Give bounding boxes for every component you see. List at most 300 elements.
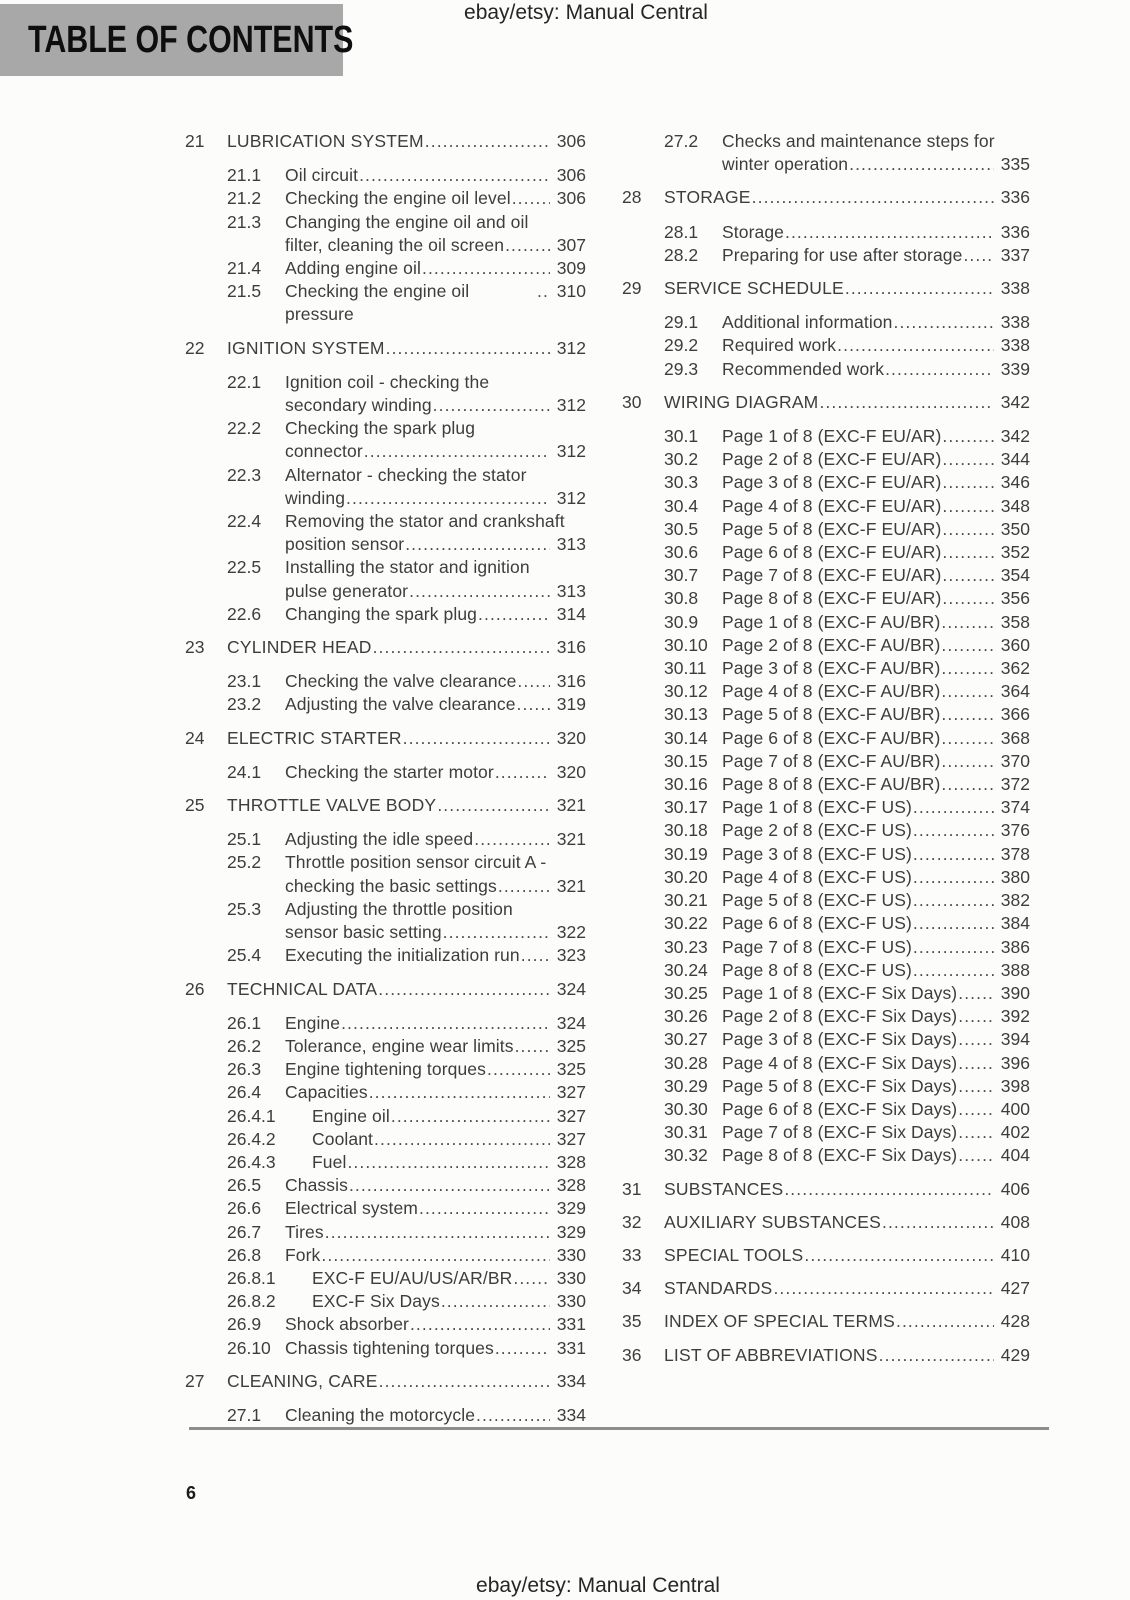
toc-section-title: CLEANING, CARE	[227, 1370, 378, 1391]
leader-dots	[912, 936, 994, 959]
toc-entry-number: 30.23	[664, 936, 708, 957]
toc-entry-title-line: Alternator - checking the stator	[285, 464, 527, 485]
toc-entry-title: Checking the valve clearance	[285, 671, 517, 692]
toc-entry	[185, 464, 586, 510]
toc-entry-last-line	[312, 1290, 586, 1313]
toc-section-group	[622, 1310, 1030, 1333]
toc-entry-number: 30.13	[664, 704, 708, 725]
toc-page-number: 306	[556, 131, 586, 151]
toc-entry	[185, 257, 586, 280]
toc-entry-body	[285, 371, 586, 417]
leader-dots	[818, 391, 994, 414]
toc-entry	[622, 750, 1030, 773]
toc-entry-title: Page 5 of 8 (EXC-F US)	[722, 890, 912, 911]
toc-entry-number: 30.29	[664, 1075, 708, 1096]
toc-entry-title: winter operation	[722, 154, 849, 175]
toc-entry-title: winding	[285, 487, 346, 508]
toc-entry-body	[722, 334, 1030, 357]
toc-entry-title: Adjusting the idle speed	[285, 829, 474, 850]
toc-entry-last-line	[722, 1052, 1030, 1075]
leader-dots	[348, 1174, 550, 1197]
toc-section-group	[622, 1178, 1030, 1201]
table-of-contents	[185, 130, 1030, 1427]
leader-dots	[494, 761, 550, 784]
toc-entry-number: 26.8.1	[227, 1267, 276, 1288]
toc-entry-body	[312, 1290, 586, 1313]
toc-entry-list	[185, 164, 586, 326]
toc-entry-title: checking the basic settings	[285, 875, 497, 896]
toc-entry-last-line	[722, 1121, 1030, 1144]
toc-entry-number: 26.6	[227, 1198, 262, 1219]
toc-entry-title-line: Throttle position sensor circuit A -	[285, 852, 547, 873]
toc-entry-number: 23.2	[227, 694, 262, 715]
leader-dots	[440, 1290, 550, 1313]
toc-page-number: 354	[1000, 565, 1030, 586]
leader-dots	[340, 1012, 550, 1035]
toc-entry-number: 30.26	[664, 1006, 708, 1027]
toc-entry-title: Chassis	[285, 1175, 348, 1196]
toc-page-number: 402	[1000, 1122, 1030, 1143]
toc-entry	[185, 851, 586, 897]
toc-page-number: 319	[556, 694, 586, 715]
toc-page-number: 410	[1000, 1244, 1030, 1265]
toc-entry-number: 30.8	[664, 588, 699, 609]
toc-entry-title: Page 7 of 8 (EXC-F AU/BR)	[722, 750, 941, 771]
toc-entry-list	[185, 1012, 586, 1360]
leader-dots	[385, 337, 550, 360]
leader-dots	[957, 1121, 994, 1144]
toc-entry-body	[722, 727, 1030, 750]
toc-entry-last-line	[285, 670, 586, 693]
toc-entry-body	[722, 1098, 1030, 1121]
document-footer-title: ebay/etsy: Manual Central	[476, 1574, 720, 1597]
leader-dots	[345, 487, 550, 510]
leader-dots	[941, 564, 994, 587]
toc-entry-number: 26.4	[227, 1082, 262, 1103]
toc-section-group	[622, 277, 1030, 381]
toc-entry	[185, 1105, 586, 1128]
toc-entry	[622, 244, 1030, 267]
toc-entry-title: Page 5 of 8 (EXC-F AU/BR)	[722, 704, 941, 725]
toc-entry-title: Page 5 of 8 (EXC-F Six Days)	[722, 1075, 958, 1096]
toc-entry-body	[722, 495, 1030, 518]
toc-entry	[622, 495, 1030, 518]
toc-entry-number: 30.3	[664, 472, 699, 493]
toc-entry	[185, 417, 586, 463]
toc-page-number: 327	[556, 1105, 586, 1126]
toc-entry-body	[722, 244, 1030, 267]
toc-page-number: 309	[556, 258, 586, 279]
toc-entry-title: Page 8 of 8 (EXC-F EU/AR)	[722, 588, 942, 609]
toc-entry-number: 28.1	[664, 221, 699, 242]
leader-dots	[893, 311, 995, 334]
toc-entry-last-line	[722, 1005, 1030, 1028]
toc-entry-title: Page 8 of 8 (EXC-F US)	[722, 959, 912, 980]
toc-entry-last-line	[285, 1081, 586, 1104]
toc-page-number: 329	[556, 1221, 586, 1242]
toc-page-number: 394	[1000, 1029, 1030, 1050]
toc-entry	[622, 680, 1030, 703]
toc-page-number: 408	[1000, 1211, 1030, 1232]
toc-entry-title: Page 1 of 8 (EXC-F AU/BR)	[722, 611, 941, 632]
leader-dots	[511, 187, 550, 210]
toc-entry-title: Electrical system	[285, 1198, 418, 1219]
toc-entry-title: Shock absorber	[285, 1314, 409, 1335]
toc-entry-body	[722, 541, 1030, 564]
toc-page-number: 427	[1000, 1278, 1030, 1299]
toc-entry	[622, 425, 1030, 448]
toc-entry-number: 21.2	[227, 188, 262, 209]
toc-section-row	[185, 794, 586, 817]
leader-dots	[421, 257, 550, 280]
toc-entry	[622, 634, 1030, 657]
toc-page-number: 346	[1000, 472, 1030, 493]
toc-section-group	[622, 1277, 1030, 1300]
toc-entry-title: Page 1 of 8 (EXC-F EU/AR)	[722, 426, 942, 447]
toc-entry-last-line	[312, 1267, 586, 1290]
toc-page-number: 321	[556, 829, 586, 850]
toc-entry-body	[285, 257, 586, 280]
toc-entry-last-line	[722, 541, 1030, 564]
toc-entry	[185, 670, 586, 693]
toc-page-number: 364	[1000, 681, 1030, 702]
toc-entry-body	[285, 898, 586, 944]
toc-page-number: 390	[1000, 982, 1030, 1003]
toc-entry-title-line: Installing the stator and ignition	[285, 557, 530, 578]
toc-entry-number: 22.4	[227, 511, 262, 532]
toc-entry-number: 30.25	[664, 982, 708, 1003]
toc-page-number: 350	[1000, 518, 1030, 539]
toc-entry-title: Page 3 of 8 (EXC-F EU/AR)	[722, 472, 942, 493]
toc-entry-title: Executing the initialization run	[285, 945, 520, 966]
toc-entry-title: Fuel	[312, 1151, 347, 1172]
toc-page-number: 352	[1000, 542, 1030, 563]
toc-page-number: 380	[1000, 866, 1030, 887]
toc-entry-title: secondary winding	[285, 395, 432, 416]
toc-page-number: 325	[556, 1059, 586, 1080]
toc-entry-number: 26.10	[227, 1337, 271, 1358]
toc-entry-title: Engine oil	[312, 1105, 390, 1126]
leader-dots	[368, 1081, 550, 1104]
toc-entry-number: 30.31	[664, 1122, 708, 1143]
toc-page-number: 342	[1000, 426, 1030, 447]
toc-entry-last-line	[285, 164, 586, 187]
leader-dots	[940, 611, 994, 634]
toc-entry-number: 30.16	[664, 774, 708, 795]
toc-entry-title-line: Changing the engine oil and oil	[285, 211, 529, 232]
toc-entry-title: filter, cleaning the oil screen	[285, 234, 505, 255]
toc-section-title: INDEX OF SPECIAL TERMS	[664, 1311, 895, 1332]
toc-entry-last-line	[722, 495, 1030, 518]
toc-entry-last-line	[285, 603, 586, 626]
toc-entry-last-line	[722, 1075, 1030, 1098]
toc-entry-list	[185, 670, 586, 716]
toc-entry-number: 30.11	[664, 658, 707, 679]
toc-page-number: 382	[1000, 890, 1030, 911]
toc-entry-title: Changing the spark plug	[285, 603, 478, 624]
toc-entry-title: Page 1 of 8 (EXC-F US)	[722, 797, 912, 818]
leader-dots	[940, 680, 994, 703]
toc-section-row	[622, 186, 1030, 209]
leader-dots	[941, 425, 994, 448]
toc-entry-body	[722, 611, 1030, 634]
toc-entry-last-line	[722, 587, 1030, 610]
toc-page-number: 368	[1000, 727, 1030, 748]
toc-section-number: 30	[622, 391, 642, 412]
toc-entry-title: Recommended work	[722, 358, 885, 379]
toc-entry-title: Storage	[722, 221, 784, 242]
toc-section-title: TECHNICAL DATA	[227, 978, 378, 999]
toc-entry-last-line	[722, 334, 1030, 357]
toc-entry-title: Tires	[285, 1221, 324, 1242]
toc-page-number: 344	[1000, 449, 1030, 470]
toc-entry-title: Page 6 of 8 (EXC-F Six Days)	[722, 1098, 958, 1119]
toc-entry-title: Page 8 of 8 (EXC-F Six Days)	[722, 1145, 958, 1166]
toc-section-number: 31	[622, 1178, 642, 1199]
toc-entry-last-line	[285, 187, 586, 210]
toc-entry-title: Page 4 of 8 (EXC-F AU/BR)	[722, 681, 941, 702]
toc-entry	[622, 1144, 1030, 1167]
toc-section-title: SERVICE SCHEDULE	[664, 278, 844, 299]
leader-dots	[486, 1058, 550, 1081]
toc-page-number: 331	[556, 1314, 586, 1335]
toc-entry-body	[285, 187, 586, 210]
toc-page-number: 334	[556, 1370, 586, 1391]
toc-page-number: 406	[1000, 1178, 1030, 1199]
toc-section-number: 22	[185, 337, 205, 358]
toc-entry-body	[722, 1075, 1030, 1098]
toc-entry	[622, 564, 1030, 587]
toc-section-row	[185, 978, 586, 1001]
toc-entry-last-line	[722, 1144, 1030, 1167]
toc-entry	[185, 1174, 586, 1197]
toc-entry	[622, 959, 1030, 982]
toc-entry-title: Cleaning the motorcycle	[285, 1404, 476, 1425]
toc-entry	[622, 657, 1030, 680]
toc-section-title: SUBSTANCES	[664, 1178, 784, 1199]
leader-dots	[957, 1098, 994, 1121]
toc-section-row	[185, 727, 586, 750]
toc-entry-body	[722, 1121, 1030, 1144]
leader-dots	[424, 130, 550, 153]
toc-entry-body	[722, 959, 1030, 982]
toc-entry-body	[285, 1197, 586, 1220]
toc-section-title: AUXILIARY SUBSTANCES	[664, 1211, 881, 1232]
toc-entry-number: 22.1	[227, 371, 262, 392]
toc-section-title: IGNITION SYSTEM	[227, 337, 385, 358]
leader-dots	[418, 1197, 550, 1220]
toc-entry-number: 22.3	[227, 464, 262, 485]
toc-entry-last-line	[722, 680, 1030, 703]
toc-entry-body	[285, 693, 586, 716]
toc-page-number: 322	[556, 922, 586, 943]
toc-page-number: 388	[1000, 959, 1030, 980]
toc-entry-title: Chassis tightening torques	[285, 1337, 494, 1358]
toc-entry-number: 30.6	[664, 542, 699, 563]
leader-dots	[912, 843, 994, 866]
leader-dots	[373, 1128, 550, 1151]
toc-entry-number: 21.1	[227, 165, 262, 186]
toc-entry	[622, 1052, 1030, 1075]
toc-entry-last-line	[285, 394, 586, 417]
toc-entry-last-line	[722, 425, 1030, 448]
toc-entry	[185, 1244, 586, 1267]
toc-entry	[185, 1012, 586, 1035]
toc-page-number: 320	[556, 727, 586, 748]
leader-dots	[320, 1244, 550, 1267]
toc-page-number: 348	[1000, 495, 1030, 516]
toc-entry	[622, 471, 1030, 494]
toc-entry-body	[722, 634, 1030, 657]
toc-entry-body	[722, 518, 1030, 541]
toc-entry-title-line: Checks and maintenance steps for	[722, 131, 995, 151]
toc-entry-title-line: Checking the spark plug	[285, 418, 476, 439]
toc-entry-last-line	[722, 448, 1030, 471]
toc-entry-number: 26.8	[227, 1244, 262, 1265]
toc-entry-number: 30.4	[664, 495, 699, 516]
toc-entry-number: 30.15	[664, 750, 708, 771]
toc-page-number: 320	[556, 761, 586, 782]
leader-dots	[941, 495, 994, 518]
document-header-title: ebay/etsy: Manual Central	[464, 1, 708, 24]
toc-entry-body	[285, 510, 586, 556]
toc-section-group	[185, 337, 586, 626]
leader-dots	[912, 866, 994, 889]
toc-entry-list	[185, 1404, 586, 1427]
toc-entry-last-line	[722, 221, 1030, 244]
toc-entry-number: 26.7	[227, 1221, 262, 1242]
leader-dots	[912, 889, 994, 912]
toc-section-group	[185, 978, 586, 1360]
toc-entry	[185, 1404, 586, 1427]
leader-dots	[346, 1151, 550, 1174]
leader-dots	[940, 634, 994, 657]
toc-section-row	[622, 1277, 1030, 1300]
toc-entry-body	[722, 448, 1030, 471]
leader-dots	[940, 773, 994, 796]
leader-dots	[784, 221, 994, 244]
toc-entry	[622, 889, 1030, 912]
leader-dots	[512, 1267, 550, 1290]
toc-page-number: 313	[556, 580, 586, 601]
toc-entry	[185, 1267, 586, 1290]
toc-entry	[185, 1151, 586, 1174]
toc-entry-body	[285, 1012, 586, 1035]
toc-entry	[185, 1337, 586, 1360]
toc-page-number: 331	[556, 1337, 586, 1358]
toc-section-title: CYLINDER HEAD	[227, 637, 372, 658]
toc-entry-last-line	[722, 936, 1030, 959]
toc-entry-title: Page 8 of 8 (EXC-F AU/BR)	[722, 774, 941, 795]
leader-dots	[404, 533, 550, 556]
toc-entry-title: Checking the engine oil level	[285, 188, 511, 209]
toc-entry-number: 30.7	[664, 565, 699, 586]
table-of-contents-banner	[0, 4, 354, 76]
toc-entry-body	[285, 1035, 586, 1058]
toc-entry-number: 26.5	[227, 1175, 262, 1196]
toc-page-number: 337	[1000, 244, 1030, 265]
toc-section-number: 34	[622, 1278, 642, 1299]
toc-section-group	[622, 391, 1030, 1168]
toc-entry-body	[722, 819, 1030, 842]
toc-entry-body	[722, 221, 1030, 244]
toc-entry-last-line	[722, 959, 1030, 982]
toc-entry-title: Page 4 of 8 (EXC-F US)	[722, 866, 912, 887]
toc-entry-last-line	[722, 843, 1030, 866]
toc-page-number: 428	[1000, 1311, 1030, 1332]
leader-dots	[940, 703, 994, 726]
toc-section-row	[622, 1211, 1030, 1234]
toc-section-number: 21	[185, 131, 205, 151]
toc-entry-title: position sensor	[285, 534, 405, 555]
toc-page-number: 306	[556, 188, 586, 209]
toc-entry-title: Adjusting the valve clearance	[285, 694, 516, 715]
leader-dots	[772, 1277, 994, 1300]
toc-entry-last-line	[285, 693, 586, 716]
toc-entry-body	[722, 358, 1030, 381]
leader-dots	[783, 1178, 994, 1201]
leader-dots	[941, 471, 994, 494]
toc-entry-body	[722, 471, 1030, 494]
toc-entry	[185, 280, 586, 326]
toc-entry	[622, 1121, 1030, 1144]
toc-page-number: 306	[556, 165, 586, 186]
leader-dots	[803, 1244, 994, 1267]
toc-entry	[622, 358, 1030, 381]
toc-entry-body	[285, 464, 586, 510]
toc-entry-last-line	[722, 471, 1030, 494]
toc-entry-title: Checking the starter motor	[285, 761, 494, 782]
toc-entry-title: Page 3 of 8 (EXC-F Six Days)	[722, 1029, 958, 1050]
toc-page-number: 329	[556, 1198, 586, 1219]
leader-dots	[402, 727, 550, 750]
toc-entry-title: Page 5 of 8 (EXC-F EU/AR)	[722, 518, 942, 539]
toc-entry	[185, 187, 586, 210]
toc-section-number: 36	[622, 1344, 642, 1365]
toc-entry-body	[312, 1151, 586, 1174]
leader-dots	[957, 1028, 994, 1051]
toc-entry	[622, 843, 1030, 866]
toc-entry-title: EXC-F EU/AU/US/AR/BR	[312, 1267, 513, 1288]
toc-entry-list	[622, 311, 1030, 381]
toc-entry	[185, 898, 586, 944]
toc-entry-last-line	[285, 533, 586, 556]
leader-dots	[957, 1005, 994, 1028]
toc-entry	[622, 912, 1030, 935]
toc-entry	[185, 164, 586, 187]
toc-section-row	[622, 1178, 1030, 1201]
toc-section-group	[185, 727, 586, 784]
leader-dots	[940, 750, 994, 773]
toc-entry-last-line	[285, 761, 586, 784]
toc-entry-body	[285, 1081, 586, 1104]
toc-entry-number: 30.27	[664, 1029, 708, 1050]
leader-dots	[957, 1144, 994, 1167]
toc-page-number: 314	[556, 603, 586, 624]
toc-entry-title: Oil circuit	[285, 165, 359, 186]
leader-dots	[372, 636, 550, 659]
toc-page-number: 316	[556, 671, 586, 692]
toc-section-title: LIST OF ABBREVIATIONS	[664, 1344, 878, 1365]
toc-page-number: 429	[1000, 1344, 1030, 1365]
toc-entry-body	[722, 703, 1030, 726]
leader-dots	[497, 875, 550, 898]
toc-entry-last-line	[722, 866, 1030, 889]
toc-page-number: 338	[1000, 278, 1030, 299]
toc-entry-number: 30.22	[664, 913, 708, 934]
toc-entry-last-line	[722, 358, 1030, 381]
leader-dots	[957, 1052, 994, 1075]
